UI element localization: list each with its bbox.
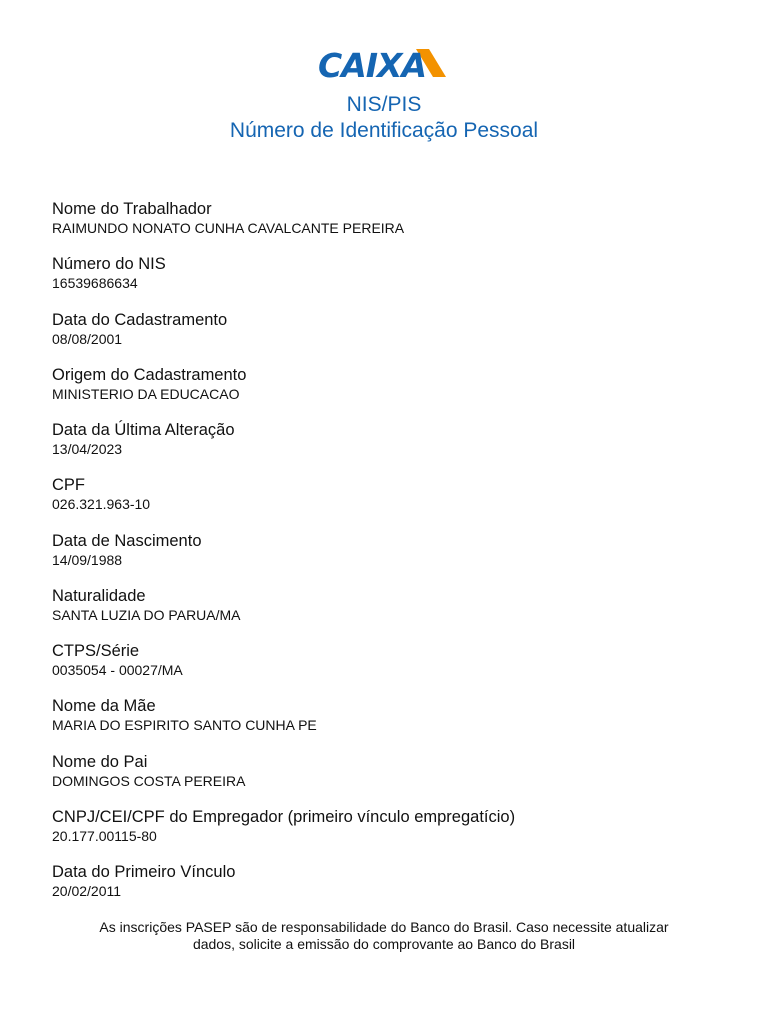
field-label: Nome do Trabalhador bbox=[52, 200, 212, 218]
field-value: MARIA DO ESPIRITO SANTO CUNHA PE bbox=[52, 717, 317, 734]
field-worker-name bbox=[52, 199, 732, 254]
field-label: CPF bbox=[52, 476, 85, 495]
field-birthplace bbox=[52, 586, 732, 641]
pasep-notice bbox=[40, 919, 728, 953]
field-value: DOMINGOS COSTA PEREIRA bbox=[52, 772, 246, 789]
pasep-notice-line: dados, solicite a emissão do comprovante ao Banco do Brasil bbox=[192, 936, 576, 952]
field-label: CTPS/Série bbox=[52, 642, 140, 660]
caixa-logo bbox=[318, 46, 452, 80]
field-label: Naturalidade bbox=[52, 586, 146, 605]
field-nis-number bbox=[52, 254, 732, 309]
field-value: 026.321.963-10 bbox=[52, 496, 151, 513]
document-header bbox=[0, 92, 768, 144]
field-value: SANTA LUZIA DO PARUA/MA bbox=[52, 606, 241, 623]
field-label: Data do Cadastramento bbox=[52, 310, 228, 329]
field-value: 08/08/2001 bbox=[52, 330, 123, 347]
field-cpf bbox=[52, 475, 732, 530]
field-first-employment-date bbox=[52, 862, 732, 917]
field-label: Nome do Pai bbox=[52, 752, 148, 771]
field-value: 0035054 - 00027/MA bbox=[52, 662, 183, 678]
field-last-change-date bbox=[52, 420, 732, 475]
field-employer-id bbox=[52, 807, 732, 862]
field-label: Origem do Cadastramento bbox=[52, 365, 247, 384]
document-title: NIS/PIS bbox=[346, 93, 422, 116]
field-value: 20/02/2011 bbox=[52, 883, 122, 899]
pasep-notice-line: As inscrições PASEP são de responsabilidade do Banco do Brasil. Caso necessite atualizar bbox=[99, 919, 669, 935]
field-value: RAIMUNDO NONATO CUNHA CAVALCANTE PEREIRA bbox=[52, 220, 405, 236]
field-value: 13/04/2023 bbox=[52, 441, 123, 457]
field-label: Data de Nascimento bbox=[52, 531, 202, 550]
field-value: MINISTERIO DA EDUCACAO bbox=[52, 385, 240, 402]
field-mother-name bbox=[52, 696, 732, 751]
worker-fields bbox=[52, 199, 732, 917]
field-registration-date bbox=[52, 310, 732, 365]
field-value: 20.177.00115-80 bbox=[52, 827, 157, 844]
field-label: Data da Última Alteração bbox=[52, 421, 235, 439]
field-label: Número do NIS bbox=[52, 255, 166, 274]
field-ctps-series bbox=[52, 641, 732, 696]
field-birth-date bbox=[52, 531, 732, 586]
field-registration-origin bbox=[52, 365, 732, 420]
field-label: Nome da Mãe bbox=[52, 697, 156, 716]
document-subtitle: Número de Identificação Pessoal bbox=[229, 119, 539, 142]
caixa-logo-text: CAIXA bbox=[318, 46, 427, 80]
field-label: Data do Primeiro Vínculo bbox=[52, 863, 236, 881]
field-label: CNPJ/CEI/CPF do Empregador (primeiro vínculo empregatício) bbox=[52, 807, 516, 826]
field-value: 16539686634 bbox=[52, 275, 138, 292]
field-value: 14/09/1988 bbox=[52, 551, 123, 568]
field-father-name bbox=[52, 752, 732, 807]
